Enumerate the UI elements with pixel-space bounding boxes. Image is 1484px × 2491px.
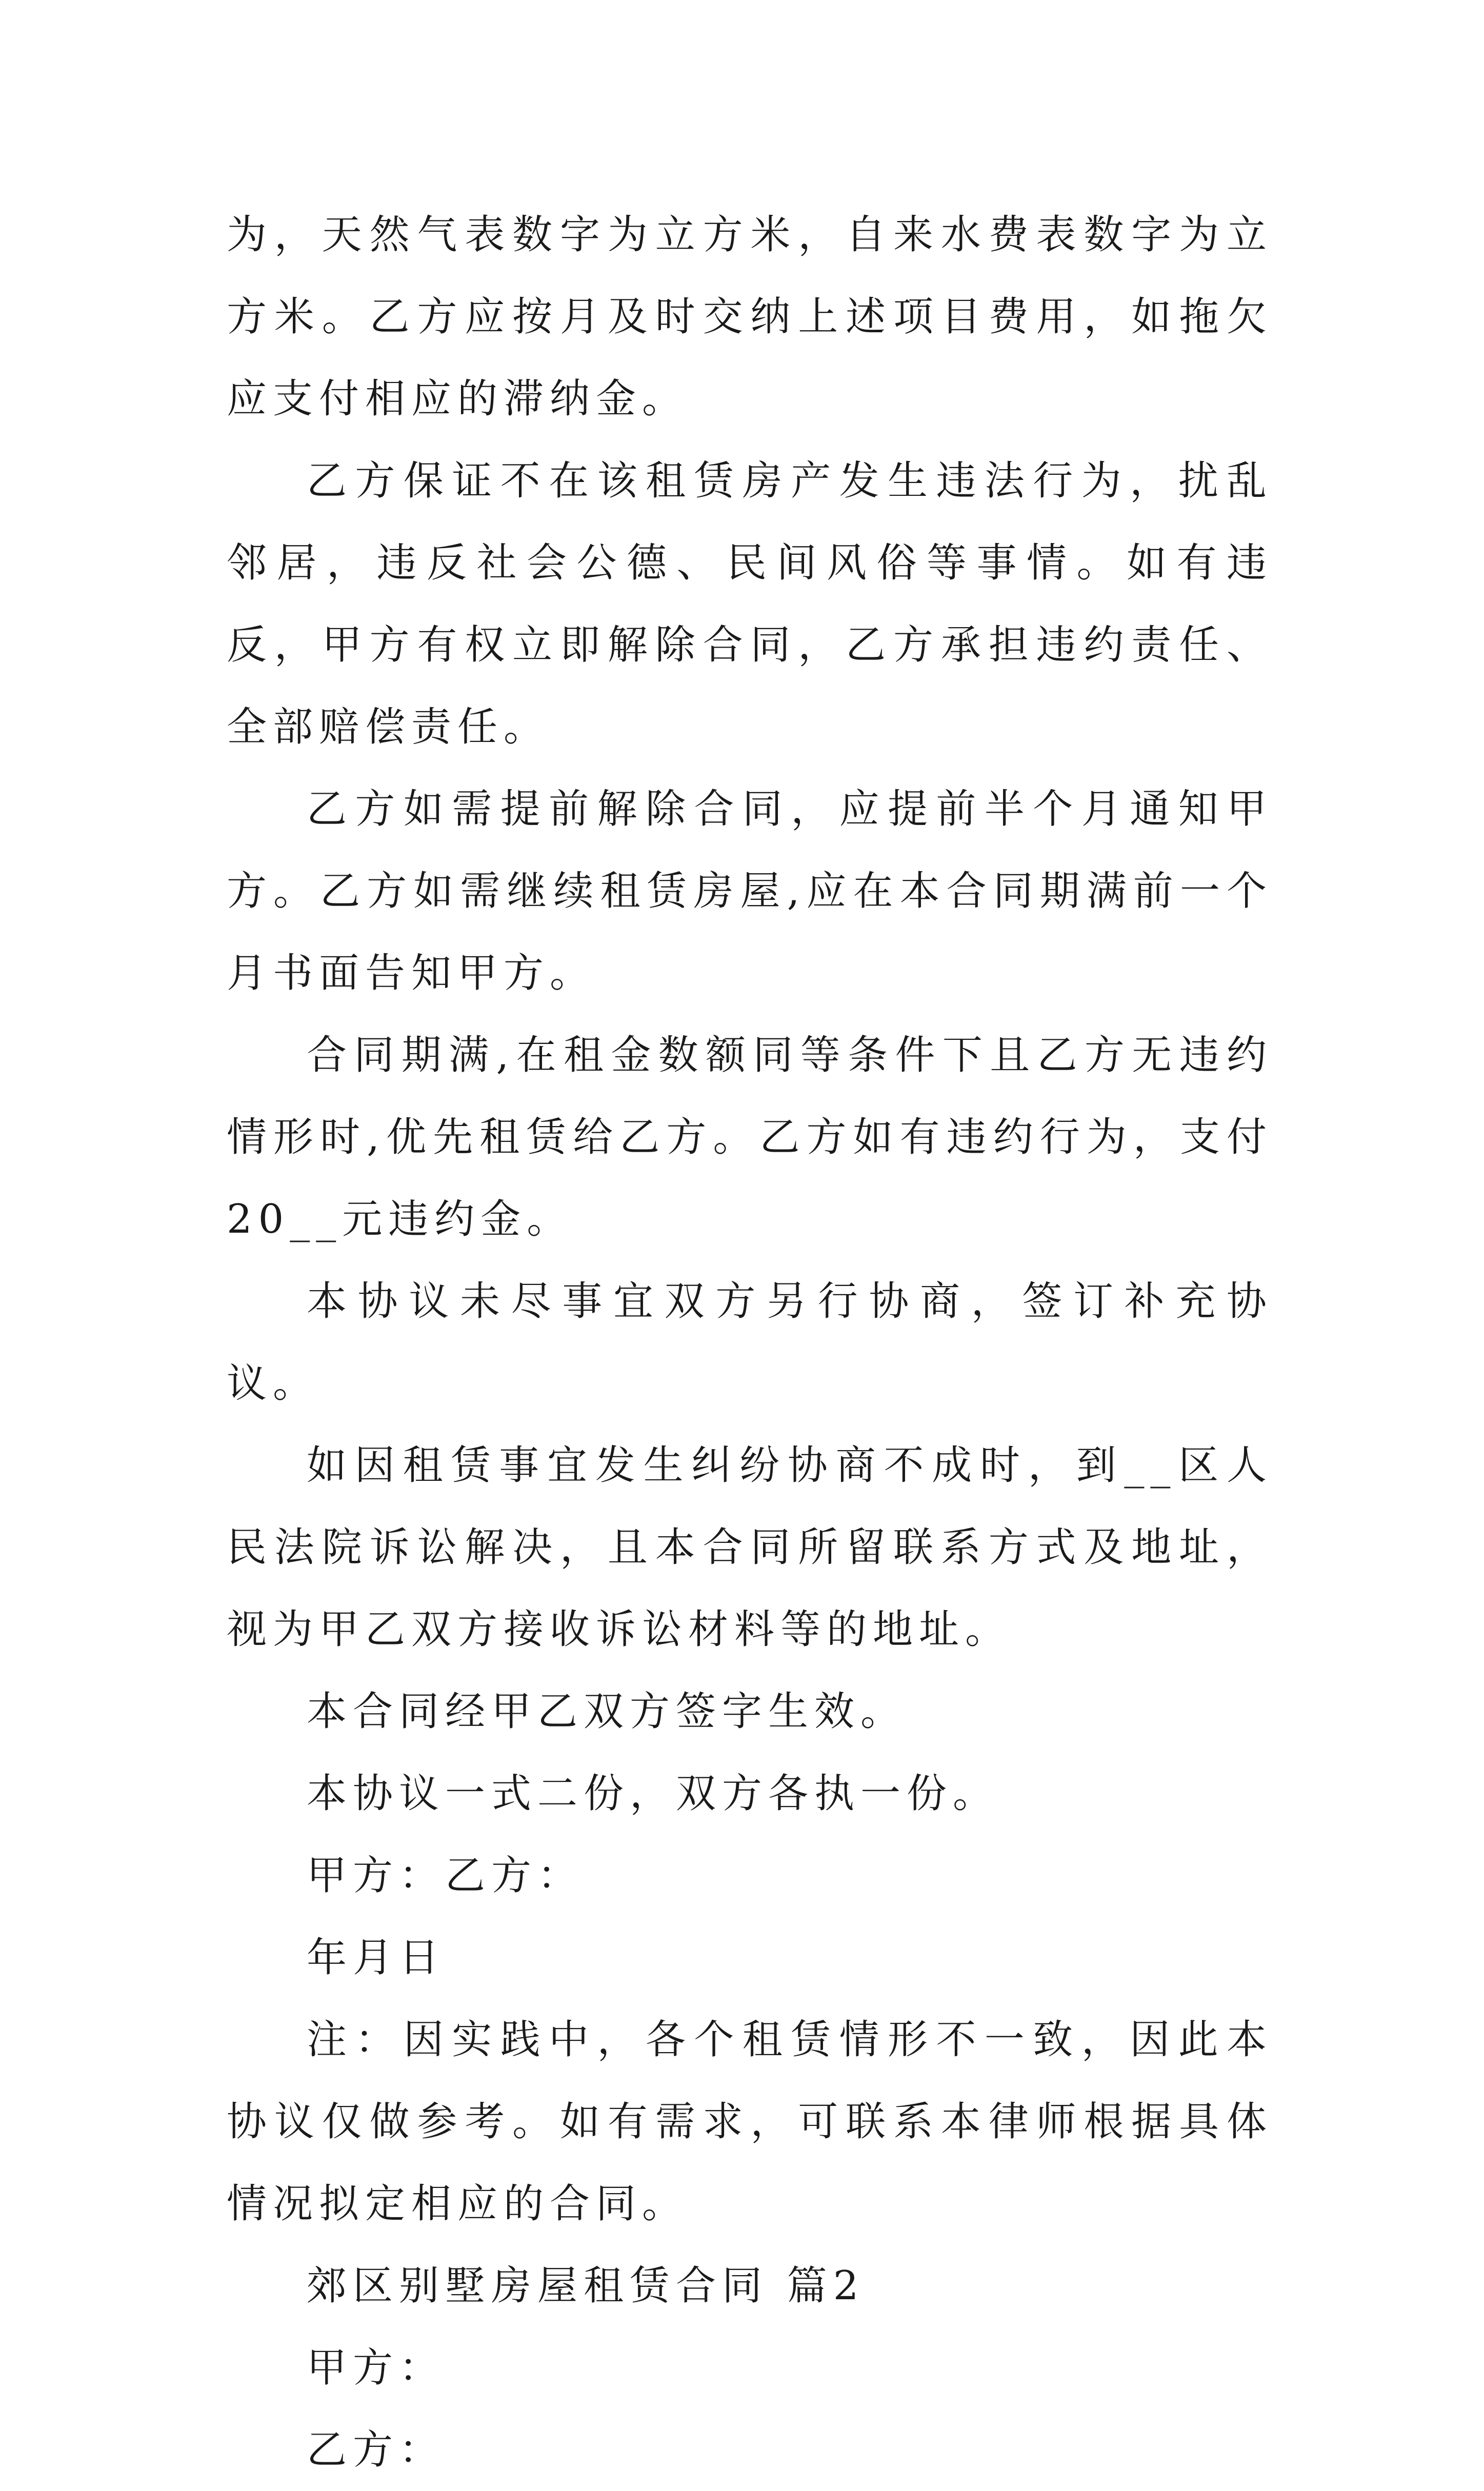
paragraph-lawful-conduct: 乙方保证不在该租赁房产发生违法行为，扰乱邻居，违反社会公德、民间风俗等事情。如有违反，甲方有权立即解除合同，乙方承担违约责任、全部赔偿责任。: [227, 458, 1273, 750]
paragraph-supplementary-agreement: 本协议未尽事宜双方另行协商，签订补充协议。: [227, 1278, 1273, 1407]
party-a-label: 甲方：: [307, 2345, 446, 2391]
paragraph-early-termination: 乙方如需提前解除合同，应提前半个月通知甲方。乙方如需继续租赁房屋,应在本合同期满前一个月书面告知甲方。: [227, 786, 1273, 996]
paragraph-effectiveness: 本合同经甲乙双方签字生效。: [307, 1689, 907, 1735]
paragraph-copies: 本协议一式二份，双方各执一份。: [307, 1771, 999, 1817]
paragraph-utility-fees: 为，天然气表数字为立方米，自来水费表数字为立方米。乙方应按月及时交纳上述项目费用，如拖欠应支付相应的滞纳金。: [227, 212, 1273, 422]
document-body: [227, 194, 1273, 2491]
party-b-label: 乙方：: [307, 2427, 446, 2473]
signature-date: 年月日: [307, 1935, 446, 1981]
paragraph-renewal-priority: 合同期满,在租金数额同等条件下且乙方无违约情形时,优先租赁给乙方。乙方如有违约行为，支付20__元违约金。: [227, 1032, 1273, 1242]
paragraph-note: 注：因实践中，各个租赁情形不一致，因此本协议仅做参考。如有需求，可联系本律师根据具体情况拟定相应的合同。: [227, 2017, 1273, 2227]
section-heading: 郊区别墅房屋租赁合同 篇2: [307, 2263, 865, 2309]
signature-line-parties: 甲方：乙方：: [307, 1853, 584, 1899]
paragraph-dispute-resolution: 如因租赁事宜发生纠纷协商不成时，到__区人民法院诉讼解决，且本合同所留联系方式及地址，视为甲乙双方接收诉讼材料等的地址。: [227, 1442, 1273, 1653]
